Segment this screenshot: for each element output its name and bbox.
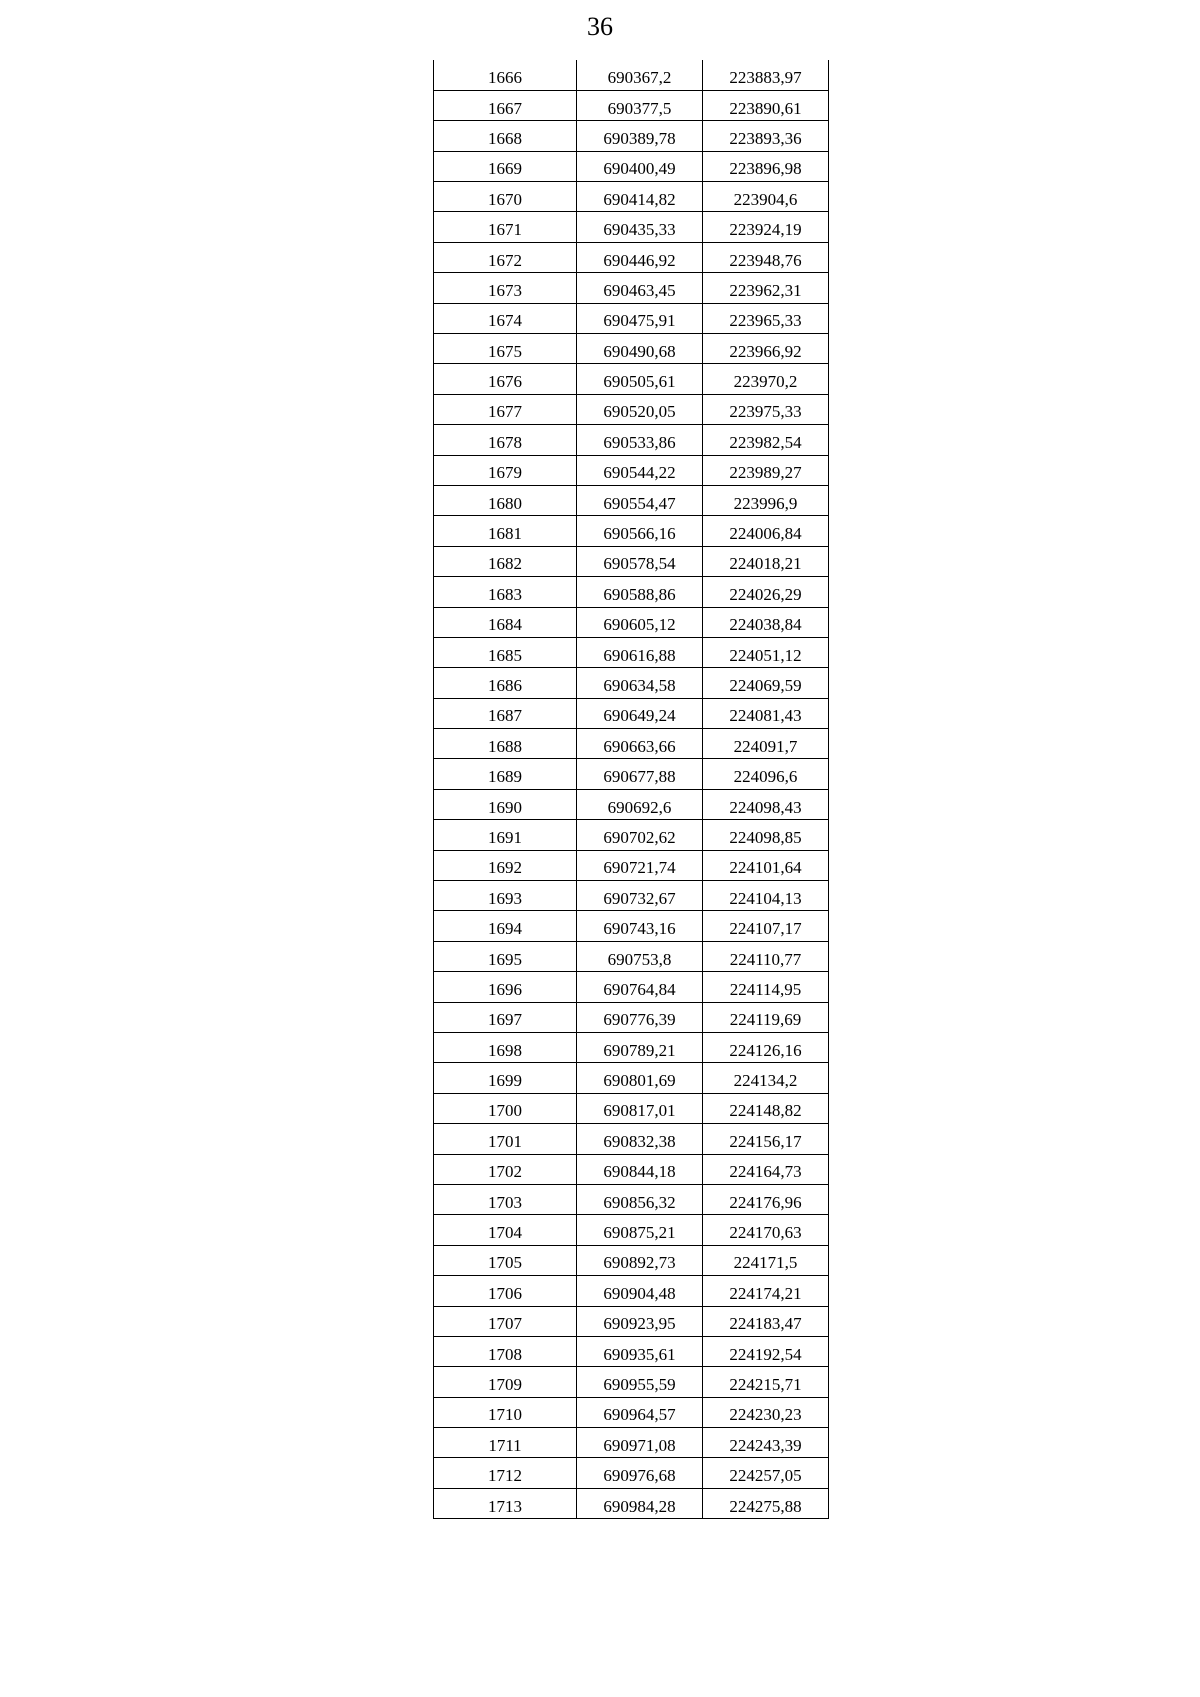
y-coordinate-cell: 224230,23 — [703, 1397, 829, 1427]
y-coordinate-cell: 223883,97 — [703, 60, 829, 90]
y-coordinate-cell: 224069,59 — [703, 668, 829, 698]
x-coordinate-cell: 690588,86 — [577, 577, 703, 607]
point-number-cell: 1669 — [434, 151, 577, 181]
table-row — [434, 151, 829, 181]
x-coordinate-cell: 690976,68 — [577, 1458, 703, 1488]
y-coordinate-cell: 224192,54 — [703, 1336, 829, 1366]
table-row — [434, 425, 829, 455]
table-row — [434, 820, 829, 850]
table-row — [434, 516, 829, 546]
y-coordinate-cell: 224183,47 — [703, 1306, 829, 1336]
x-coordinate-cell: 690367,2 — [577, 60, 703, 90]
table-row — [434, 759, 829, 789]
y-coordinate-cell: 224038,84 — [703, 607, 829, 637]
table-row — [434, 607, 829, 637]
y-coordinate-cell: 223975,33 — [703, 394, 829, 424]
x-coordinate-cell: 690753,8 — [577, 941, 703, 971]
x-coordinate-cell: 690935,61 — [577, 1336, 703, 1366]
y-coordinate-cell: 224119,69 — [703, 1002, 829, 1032]
x-coordinate-cell: 690844,18 — [577, 1154, 703, 1184]
point-number-cell: 1676 — [434, 364, 577, 394]
point-number-cell: 1702 — [434, 1154, 577, 1184]
table-row — [434, 334, 829, 364]
y-coordinate-cell: 223948,76 — [703, 242, 829, 272]
y-coordinate-cell: 224098,43 — [703, 789, 829, 819]
table-row — [434, 364, 829, 394]
point-number-cell: 1708 — [434, 1336, 577, 1366]
table-row — [434, 881, 829, 911]
table-row — [434, 668, 829, 698]
table-row — [434, 1428, 829, 1458]
y-coordinate-cell: 223989,27 — [703, 455, 829, 485]
x-coordinate-cell: 690414,82 — [577, 182, 703, 212]
x-coordinate-cell: 690892,73 — [577, 1245, 703, 1275]
table-row — [434, 972, 829, 1002]
point-number-cell: 1668 — [434, 121, 577, 151]
point-number-cell: 1682 — [434, 546, 577, 576]
x-coordinate-cell: 690435,33 — [577, 212, 703, 242]
point-number-cell: 1696 — [434, 972, 577, 1002]
point-number-cell: 1673 — [434, 273, 577, 303]
point-number-cell: 1690 — [434, 789, 577, 819]
y-coordinate-cell: 224006,84 — [703, 516, 829, 546]
table-row — [434, 789, 829, 819]
y-coordinate-cell: 224243,39 — [703, 1428, 829, 1458]
y-coordinate-cell: 224215,71 — [703, 1367, 829, 1397]
y-coordinate-cell: 224096,6 — [703, 759, 829, 789]
y-coordinate-cell: 224110,77 — [703, 941, 829, 971]
y-coordinate-cell: 224171,5 — [703, 1245, 829, 1275]
point-number-cell: 1699 — [434, 1063, 577, 1093]
y-coordinate-cell: 223966,92 — [703, 334, 829, 364]
y-coordinate-cell: 224091,7 — [703, 729, 829, 759]
point-number-cell: 1679 — [434, 455, 577, 485]
point-number-cell: 1691 — [434, 820, 577, 850]
point-number-cell: 1707 — [434, 1306, 577, 1336]
table-row — [434, 1033, 829, 1063]
table-row — [434, 1245, 829, 1275]
y-coordinate-cell: 224107,17 — [703, 911, 829, 941]
point-number-cell: 1711 — [434, 1428, 577, 1458]
x-coordinate-cell: 690702,62 — [577, 820, 703, 850]
x-coordinate-cell: 690520,05 — [577, 394, 703, 424]
y-coordinate-cell: 224257,05 — [703, 1458, 829, 1488]
point-number-cell: 1709 — [434, 1367, 577, 1397]
x-coordinate-cell: 690544,22 — [577, 455, 703, 485]
point-number-cell: 1667 — [434, 90, 577, 120]
coordinates-table-body — [434, 60, 829, 1519]
table-row — [434, 1124, 829, 1154]
point-number-cell: 1687 — [434, 698, 577, 728]
y-coordinate-cell: 224174,21 — [703, 1276, 829, 1306]
table-row — [434, 1063, 829, 1093]
table-row — [434, 60, 829, 90]
point-number-cell: 1686 — [434, 668, 577, 698]
table-row — [434, 242, 829, 272]
x-coordinate-cell: 690964,57 — [577, 1397, 703, 1427]
x-coordinate-cell: 690801,69 — [577, 1063, 703, 1093]
x-coordinate-cell: 690764,84 — [577, 972, 703, 1002]
point-number-cell: 1684 — [434, 607, 577, 637]
table-row — [434, 850, 829, 880]
y-coordinate-cell: 223962,31 — [703, 273, 829, 303]
y-coordinate-cell: 224098,85 — [703, 820, 829, 850]
table-row — [434, 577, 829, 607]
point-number-cell: 1706 — [434, 1276, 577, 1306]
point-number-cell: 1675 — [434, 334, 577, 364]
y-coordinate-cell: 223890,61 — [703, 90, 829, 120]
x-coordinate-cell: 690490,68 — [577, 334, 703, 364]
x-coordinate-cell: 690446,92 — [577, 242, 703, 272]
point-number-cell: 1685 — [434, 637, 577, 667]
x-coordinate-cell: 690677,88 — [577, 759, 703, 789]
x-coordinate-cell: 690649,24 — [577, 698, 703, 728]
table-row — [434, 729, 829, 759]
point-number-cell: 1697 — [434, 1002, 577, 1032]
point-number-cell: 1693 — [434, 881, 577, 911]
point-number-cell: 1695 — [434, 941, 577, 971]
table-row — [434, 455, 829, 485]
table-row — [434, 1184, 829, 1214]
x-coordinate-cell: 690732,67 — [577, 881, 703, 911]
point-number-cell: 1712 — [434, 1458, 577, 1488]
y-coordinate-cell: 223904,6 — [703, 182, 829, 212]
x-coordinate-cell: 690566,16 — [577, 516, 703, 546]
x-coordinate-cell: 690984,28 — [577, 1488, 703, 1518]
x-coordinate-cell: 690554,47 — [577, 485, 703, 515]
point-number-cell: 1704 — [434, 1215, 577, 1245]
point-number-cell: 1713 — [434, 1488, 577, 1518]
y-coordinate-cell: 224275,88 — [703, 1488, 829, 1518]
table-row — [434, 1002, 829, 1032]
point-number-cell: 1681 — [434, 516, 577, 546]
x-coordinate-cell: 690856,32 — [577, 1184, 703, 1214]
point-number-cell: 1701 — [434, 1124, 577, 1154]
table-row — [434, 485, 829, 515]
point-number-cell: 1680 — [434, 485, 577, 515]
table-row — [434, 394, 829, 424]
x-coordinate-cell: 690955,59 — [577, 1367, 703, 1397]
x-coordinate-cell: 690578,54 — [577, 546, 703, 576]
point-number-cell: 1671 — [434, 212, 577, 242]
x-coordinate-cell: 690923,95 — [577, 1306, 703, 1336]
x-coordinate-cell: 690721,74 — [577, 850, 703, 880]
point-number-cell: 1689 — [434, 759, 577, 789]
table-row — [434, 273, 829, 303]
y-coordinate-cell: 223893,36 — [703, 121, 829, 151]
x-coordinate-cell: 690832,38 — [577, 1124, 703, 1154]
x-coordinate-cell: 690875,21 — [577, 1215, 703, 1245]
point-number-cell: 1672 — [434, 242, 577, 272]
x-coordinate-cell: 690776,39 — [577, 1002, 703, 1032]
y-coordinate-cell: 224126,16 — [703, 1033, 829, 1063]
y-coordinate-cell: 223965,33 — [703, 303, 829, 333]
table-row — [434, 121, 829, 151]
table-row — [434, 303, 829, 333]
point-number-cell: 1703 — [434, 1184, 577, 1214]
y-coordinate-cell: 224081,43 — [703, 698, 829, 728]
x-coordinate-cell: 690389,78 — [577, 121, 703, 151]
x-coordinate-cell: 690400,49 — [577, 151, 703, 181]
table-row — [434, 1306, 829, 1336]
x-coordinate-cell: 690463,45 — [577, 273, 703, 303]
table-row — [434, 182, 829, 212]
point-number-cell: 1677 — [434, 394, 577, 424]
table-row — [434, 212, 829, 242]
x-coordinate-cell: 690634,58 — [577, 668, 703, 698]
y-coordinate-cell: 224114,95 — [703, 972, 829, 1002]
y-coordinate-cell: 224148,82 — [703, 1093, 829, 1123]
x-coordinate-cell: 690817,01 — [577, 1093, 703, 1123]
y-coordinate-cell: 223982,54 — [703, 425, 829, 455]
table-row — [434, 546, 829, 576]
y-coordinate-cell: 223924,19 — [703, 212, 829, 242]
table-row — [434, 1093, 829, 1123]
y-coordinate-cell: 224026,29 — [703, 577, 829, 607]
table-row — [434, 1367, 829, 1397]
table-row — [434, 1276, 829, 1306]
point-number-cell: 1700 — [434, 1093, 577, 1123]
x-coordinate-cell: 690743,16 — [577, 911, 703, 941]
x-coordinate-cell: 690605,12 — [577, 607, 703, 637]
x-coordinate-cell: 690904,48 — [577, 1276, 703, 1306]
point-number-cell: 1670 — [434, 182, 577, 212]
y-coordinate-cell: 224156,17 — [703, 1124, 829, 1154]
y-coordinate-cell: 224104,13 — [703, 881, 829, 911]
y-coordinate-cell: 224018,21 — [703, 546, 829, 576]
table-row — [434, 911, 829, 941]
y-coordinate-cell: 223970,2 — [703, 364, 829, 394]
x-coordinate-cell: 690475,91 — [577, 303, 703, 333]
table-row — [434, 1488, 829, 1518]
table-row — [434, 698, 829, 728]
y-coordinate-cell: 224101,64 — [703, 850, 829, 880]
table-row — [434, 1215, 829, 1245]
point-number-cell: 1678 — [434, 425, 577, 455]
table-row — [434, 90, 829, 120]
y-coordinate-cell: 224170,63 — [703, 1215, 829, 1245]
table-row — [434, 941, 829, 971]
y-coordinate-cell: 223896,98 — [703, 151, 829, 181]
x-coordinate-cell: 690377,5 — [577, 90, 703, 120]
point-number-cell: 1710 — [434, 1397, 577, 1427]
point-number-cell: 1692 — [434, 850, 577, 880]
table-row — [434, 1154, 829, 1184]
x-coordinate-cell: 690663,66 — [577, 729, 703, 759]
y-coordinate-cell: 224134,2 — [703, 1063, 829, 1093]
table-row — [434, 1336, 829, 1366]
point-number-cell: 1705 — [434, 1245, 577, 1275]
x-coordinate-cell: 690533,86 — [577, 425, 703, 455]
point-number-cell: 1694 — [434, 911, 577, 941]
page-number: 36 — [587, 12, 613, 41]
y-coordinate-cell: 224164,73 — [703, 1154, 829, 1184]
x-coordinate-cell: 690692,6 — [577, 789, 703, 819]
x-coordinate-cell: 690505,61 — [577, 364, 703, 394]
x-coordinate-cell: 690789,21 — [577, 1033, 703, 1063]
x-coordinate-cell: 690971,08 — [577, 1428, 703, 1458]
y-coordinate-cell: 224176,96 — [703, 1184, 829, 1214]
table-row — [434, 637, 829, 667]
table-row — [434, 1397, 829, 1427]
point-number-cell: 1688 — [434, 729, 577, 759]
y-coordinate-cell: 224051,12 — [703, 637, 829, 667]
point-number-cell: 1698 — [434, 1033, 577, 1063]
point-number-cell: 1674 — [434, 303, 577, 333]
y-coordinate-cell: 223996,9 — [703, 485, 829, 515]
x-coordinate-cell: 690616,88 — [577, 637, 703, 667]
point-number-cell: 1666 — [434, 60, 577, 90]
table-row — [434, 1458, 829, 1488]
coordinates-table — [433, 60, 829, 1519]
point-number-cell: 1683 — [434, 577, 577, 607]
